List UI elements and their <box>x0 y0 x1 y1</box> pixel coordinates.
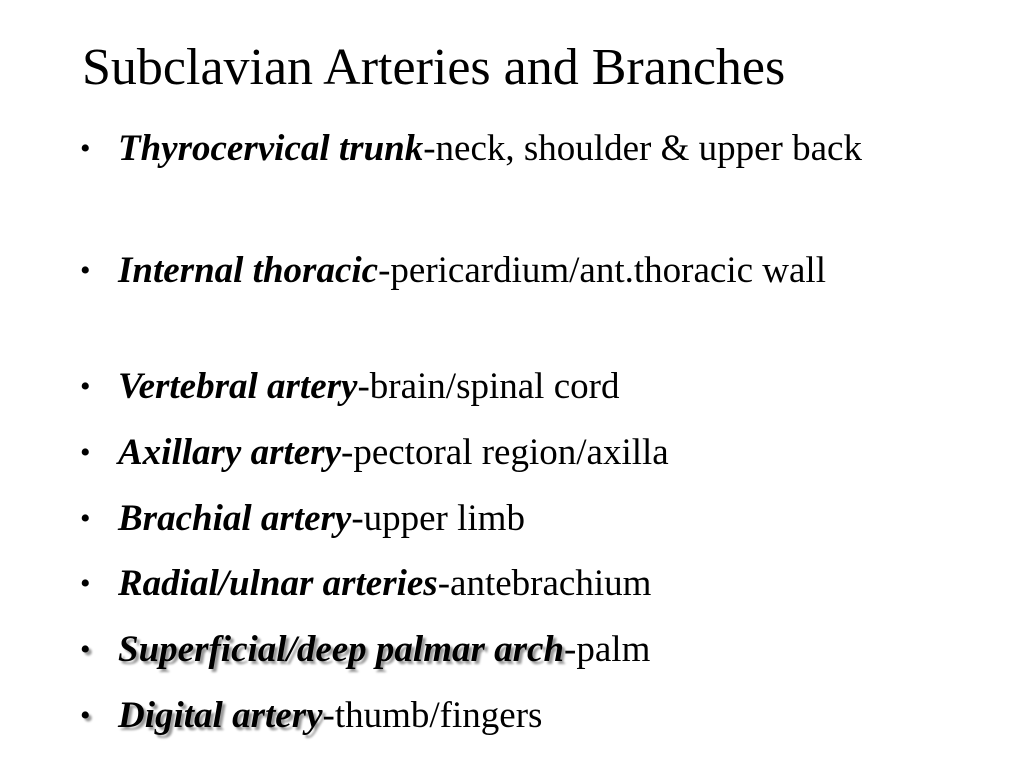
artery-region: -palm <box>564 629 651 670</box>
bullet-dot: • <box>80 254 91 287</box>
bullet-text <box>118 492 900 545</box>
slide-title: Subclavian Arteries and Branches <box>82 39 786 96</box>
artery-term: Axillary artery <box>118 432 342 473</box>
bullet-dot: • <box>80 567 91 600</box>
bullet-dot: • <box>80 633 91 666</box>
artery-term: Brachial artery <box>118 498 352 539</box>
artery-region: -upper limb <box>351 498 525 539</box>
bullet-text <box>118 426 900 479</box>
bullet-text <box>118 122 900 175</box>
bullet-text <box>118 623 900 676</box>
artery-term: Thyrocervical trunk <box>118 128 424 169</box>
artery-term: Internal thoracic <box>118 250 379 291</box>
bullet-item <box>80 122 900 175</box>
artery-region: -pectoral region/axilla <box>341 432 669 473</box>
artery-term: Digital artery <box>118 695 323 736</box>
bullet-dot: • <box>80 436 91 469</box>
artery-region: -neck, shoulder & upper back <box>423 128 862 169</box>
bullet-item <box>80 244 900 297</box>
artery-term: Radial/ulnar arteries <box>118 563 438 604</box>
bullet-dot: • <box>80 699 91 732</box>
bullet-text <box>118 244 900 297</box>
bullet-item <box>80 623 900 676</box>
bullet-text <box>118 689 900 742</box>
artery-region: -pericardium/ant.thoracic wall <box>378 250 826 291</box>
bullet-item <box>80 492 900 545</box>
bullet-item <box>80 557 900 610</box>
artery-region: -antebrachium <box>437 563 652 604</box>
artery-region: -thumb/fingers <box>322 695 543 736</box>
bullet-dot: • <box>80 370 91 403</box>
bullet-item <box>80 360 900 413</box>
artery-term: Superficial/deep palmar arch <box>118 629 565 670</box>
bullet-item <box>80 689 900 742</box>
bullet-text <box>118 360 900 413</box>
artery-term: Vertebral artery <box>118 366 358 407</box>
bullet-text <box>118 557 900 610</box>
bullet-dot: • <box>80 132 91 165</box>
bullet-dot: • <box>80 502 91 535</box>
artery-region: -brain/spinal cord <box>357 366 620 407</box>
bullet-item <box>80 426 900 479</box>
